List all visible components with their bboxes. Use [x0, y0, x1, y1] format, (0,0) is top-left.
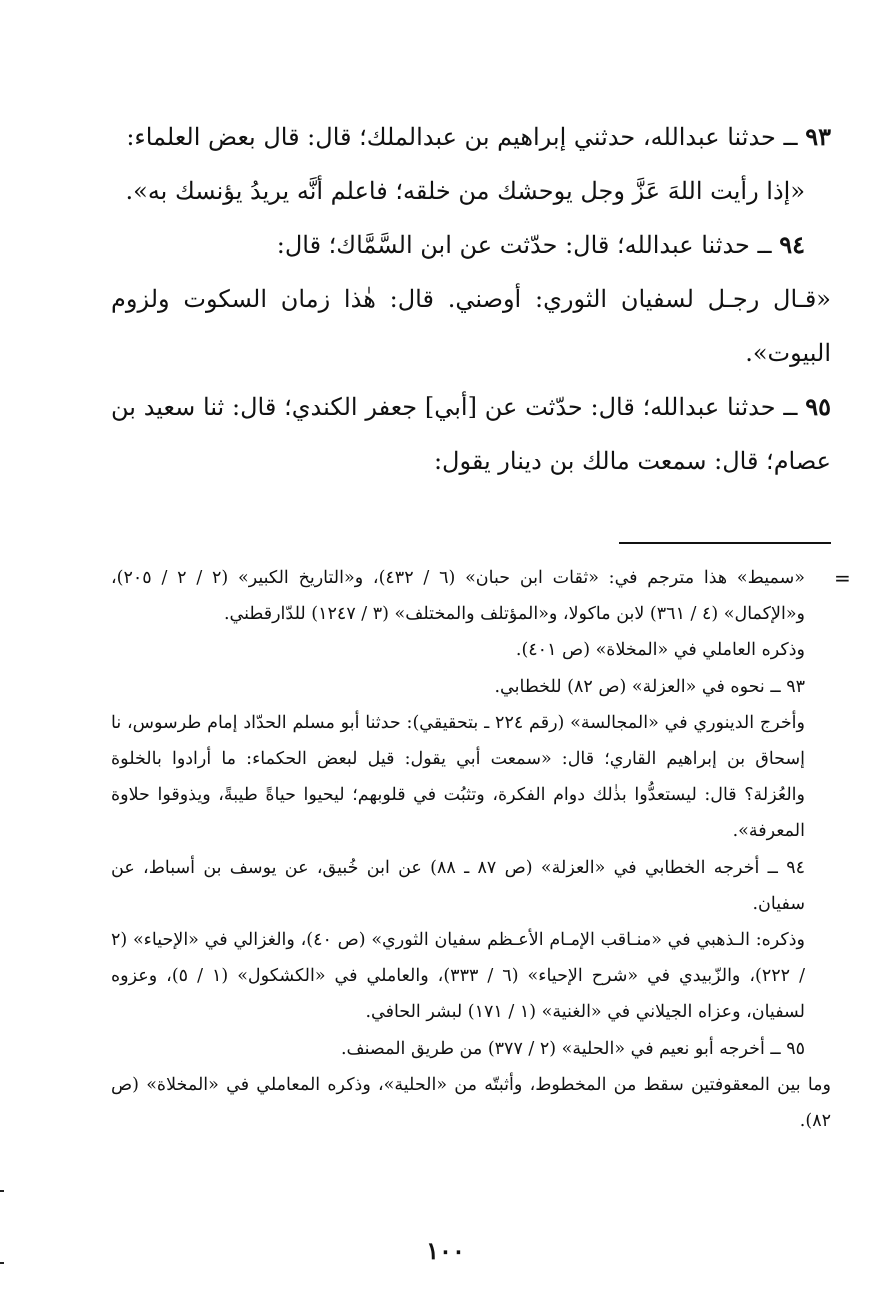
paragraph-94	[111, 218, 831, 272]
page-number: ١٠٠	[426, 1236, 465, 1265]
paragraph-text: ــ حدثنا عبدالله؛ قال: حدّثت عن [أبي] جعفر الكندي؛ قال: ثنا سعيد بن عصام؛ قال: سمعت مالك بن دينار يقول:	[111, 393, 831, 475]
paragraph-95	[111, 380, 831, 488]
main-text	[111, 110, 831, 488]
footnotes	[111, 560, 831, 1139]
paragraph-number: ٩٣	[805, 122, 831, 151]
footnote-item: ٩٤ ــ أخرجه الخطابي في «العزلة» (ص ٨٧ ـ ٨٨) عن ابن خُبيق، عن يوسف بن أسباط، عن سفيان.	[111, 857, 805, 914]
paragraph-text: ــ حدثنا عبدالله؛ قال: حدّثت عن ابن السَّمَّاك؛ قال:	[276, 231, 772, 259]
footnote-item: وما بين المعقوفتين سقط من المخطوط، وأثبتّه من «الحلية»، وذكره المعاملي في «المخلاة» (ص ٨٢).	[111, 1074, 831, 1132]
paragraph-93	[111, 110, 831, 164]
paragraph-number: ٩٥	[805, 392, 831, 421]
footnote-separator	[619, 542, 831, 544]
footnote-item: «سميط» هذا مترجم في: «ثقات ابن حبان» (٦ / ٤٣٢)، و«التاريخ الكبير» (٢ / ٢ / ٢٠٥)، و«الإكمال» (٤ / ٣٦١) لابن ماكولا، و«المؤتلف والمختلف» (٣ / ١٢٤٧) للدّارقطني.	[111, 568, 805, 625]
scan-edge-mark	[0, 1190, 4, 1192]
paragraph-text: ــ حدثنا عبدالله، حدثني إبراهيم بن عبدالملك؛ قال: قال بعض العلماء:	[126, 123, 798, 151]
footnote-item: وذكره العاملي في «المخلاة» (ص ٤٠١).	[515, 640, 805, 661]
quote-94: «قـال رجـل لسفيان الثوري: أوصني. قال: هٰذا زمان السكوت ولزوم البيوت».	[111, 285, 831, 367]
footnote-item: ٩٥ ــ أخرجه أبو نعيم في «الحلية» (٢ / ٣٧٧) من طريق المصنف.	[340, 1038, 805, 1059]
footnote-item: وأخرج الدينوري في «المجالسة» (رقم ٢٢٤ ـ بتحقيقي): حدثنا أبو مسلم الحدّاد إمام طرسوس، نا إسحاق بن إبراهيم القاري؛ قال: «سمعت أبي يقول: قيل لبعض الحكماء: ما أرادوا بالخلوة والعُزلة؟ قال: ليستعدُّوا بذٰلك دوام الفكرة، وتثبُت في قلوبهم؛ ليحيوا حياةً طيبةً، ويذوقوا حلاوة المعرفة».	[111, 712, 805, 842]
continuation-mark: =	[834, 566, 851, 590]
quote-93: «إذا رأيت اللهَ عَزَّ وجل يوحشك من خلقه؛ فاعلم أنَّه يريدُ يؤنسك به».	[125, 177, 805, 205]
scan-edge-mark	[0, 1262, 4, 1264]
footnote-item: وذكره: الـذهبي في «منـاقب الإمـام الأعـظم سفيان الثوري» (ص ٤٠)، والغزالي في «الإحياء» (٢ / ٢٢٢)، والزّبيدي في «شرح الإحياء» (٦ / ٣٣٣)، والعاملي في «الكشكول» (١ / ٥)، وعزوه لسفيان، وعزاه الجيلاني في «الغنية» (١ / ١٧١) لبشر الحافي.	[111, 930, 805, 1023]
footnote-item: ٩٣ ــ نحوه في «العزلة» (ص ٨٢) للخطابي.	[494, 676, 805, 697]
paragraph-number: ٩٤	[779, 230, 805, 259]
